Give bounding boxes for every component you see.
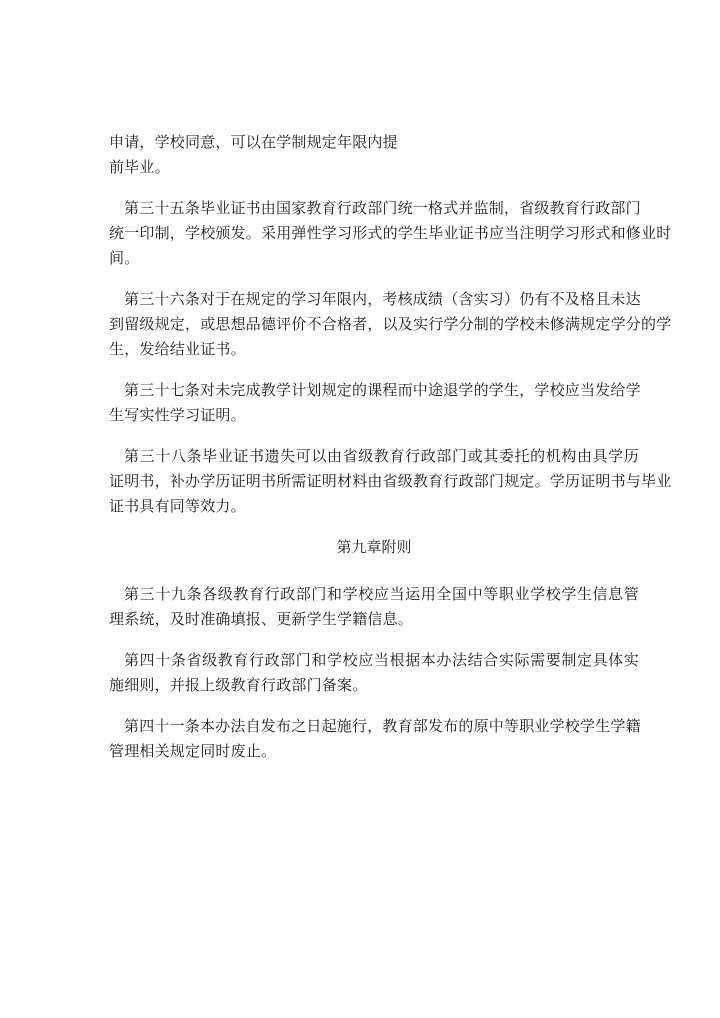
text-line: 生，发给结业证书。 bbox=[109, 340, 246, 358]
article-37 bbox=[109, 378, 639, 428]
text-line: 证明书，补办学历证明书所需证明材料由省级教育行政部门规定。学历证明书与毕业 bbox=[109, 472, 672, 490]
text-line: 理系统，及时准确填报、更新学生学籍信息。 bbox=[109, 610, 414, 628]
article-40 bbox=[109, 648, 639, 698]
document-body bbox=[109, 130, 672, 780]
article-38 bbox=[109, 444, 672, 519]
text-line: 施细则，并报上级教育行政部门备案。 bbox=[109, 676, 368, 694]
text-line: 第三十五条毕业证书由国家教育行政部门统一格式并监制，省级教育行政部门 bbox=[124, 199, 641, 217]
text-line: 第三十八条毕业证书遗失可以由省级教育行政部门或其委托的机构由具学历 bbox=[124, 447, 639, 465]
text-line: 到留级规定，或思想品德评价不合格者，以及实行学分制的学校未修满规定学分的学 bbox=[109, 315, 672, 333]
paragraph-intro bbox=[109, 130, 639, 180]
text-line: 第三十七条对未完成教学计划规定的课程而中途退学的学生，学校应当发给学 bbox=[124, 381, 641, 399]
chapter-title: 第九章附则 bbox=[336, 538, 412, 556]
text-line: 第三十六条对于在规定的学习年限内，考核成绩（含实习）仍有不及格且未达 bbox=[124, 290, 641, 308]
text-line: 前毕业。 bbox=[109, 158, 170, 176]
article-36 bbox=[109, 287, 672, 362]
article-39 bbox=[109, 582, 639, 632]
text-line: 第三十九条各级教育行政部门和学校应当运用全国中等职业学校学生信息管 bbox=[124, 585, 639, 603]
text-line: 生写实性学习证明。 bbox=[109, 406, 246, 424]
text-line: 管理相关规定同时废止。 bbox=[109, 742, 277, 760]
text-line: 证书具有同等效力。 bbox=[109, 497, 246, 515]
text-line: 间。 bbox=[109, 249, 140, 267]
text-line: 申请，学校同意，可以在学制规定年限内提 bbox=[109, 133, 398, 151]
text-line: 统一印制，学校颁发。采用弹性学习形式的学生毕业证书应当注明学习形式和修业时 bbox=[109, 224, 672, 242]
text-line: 第四十条省级教育行政部门和学校应当根据本办法结合实际需要制定具体实 bbox=[124, 651, 639, 669]
article-41 bbox=[109, 714, 639, 764]
article-35 bbox=[109, 196, 672, 271]
text-line: 第四十一条本办法自发布之日起施行，教育部发布的原中等职业学校学生学籍 bbox=[124, 717, 641, 735]
